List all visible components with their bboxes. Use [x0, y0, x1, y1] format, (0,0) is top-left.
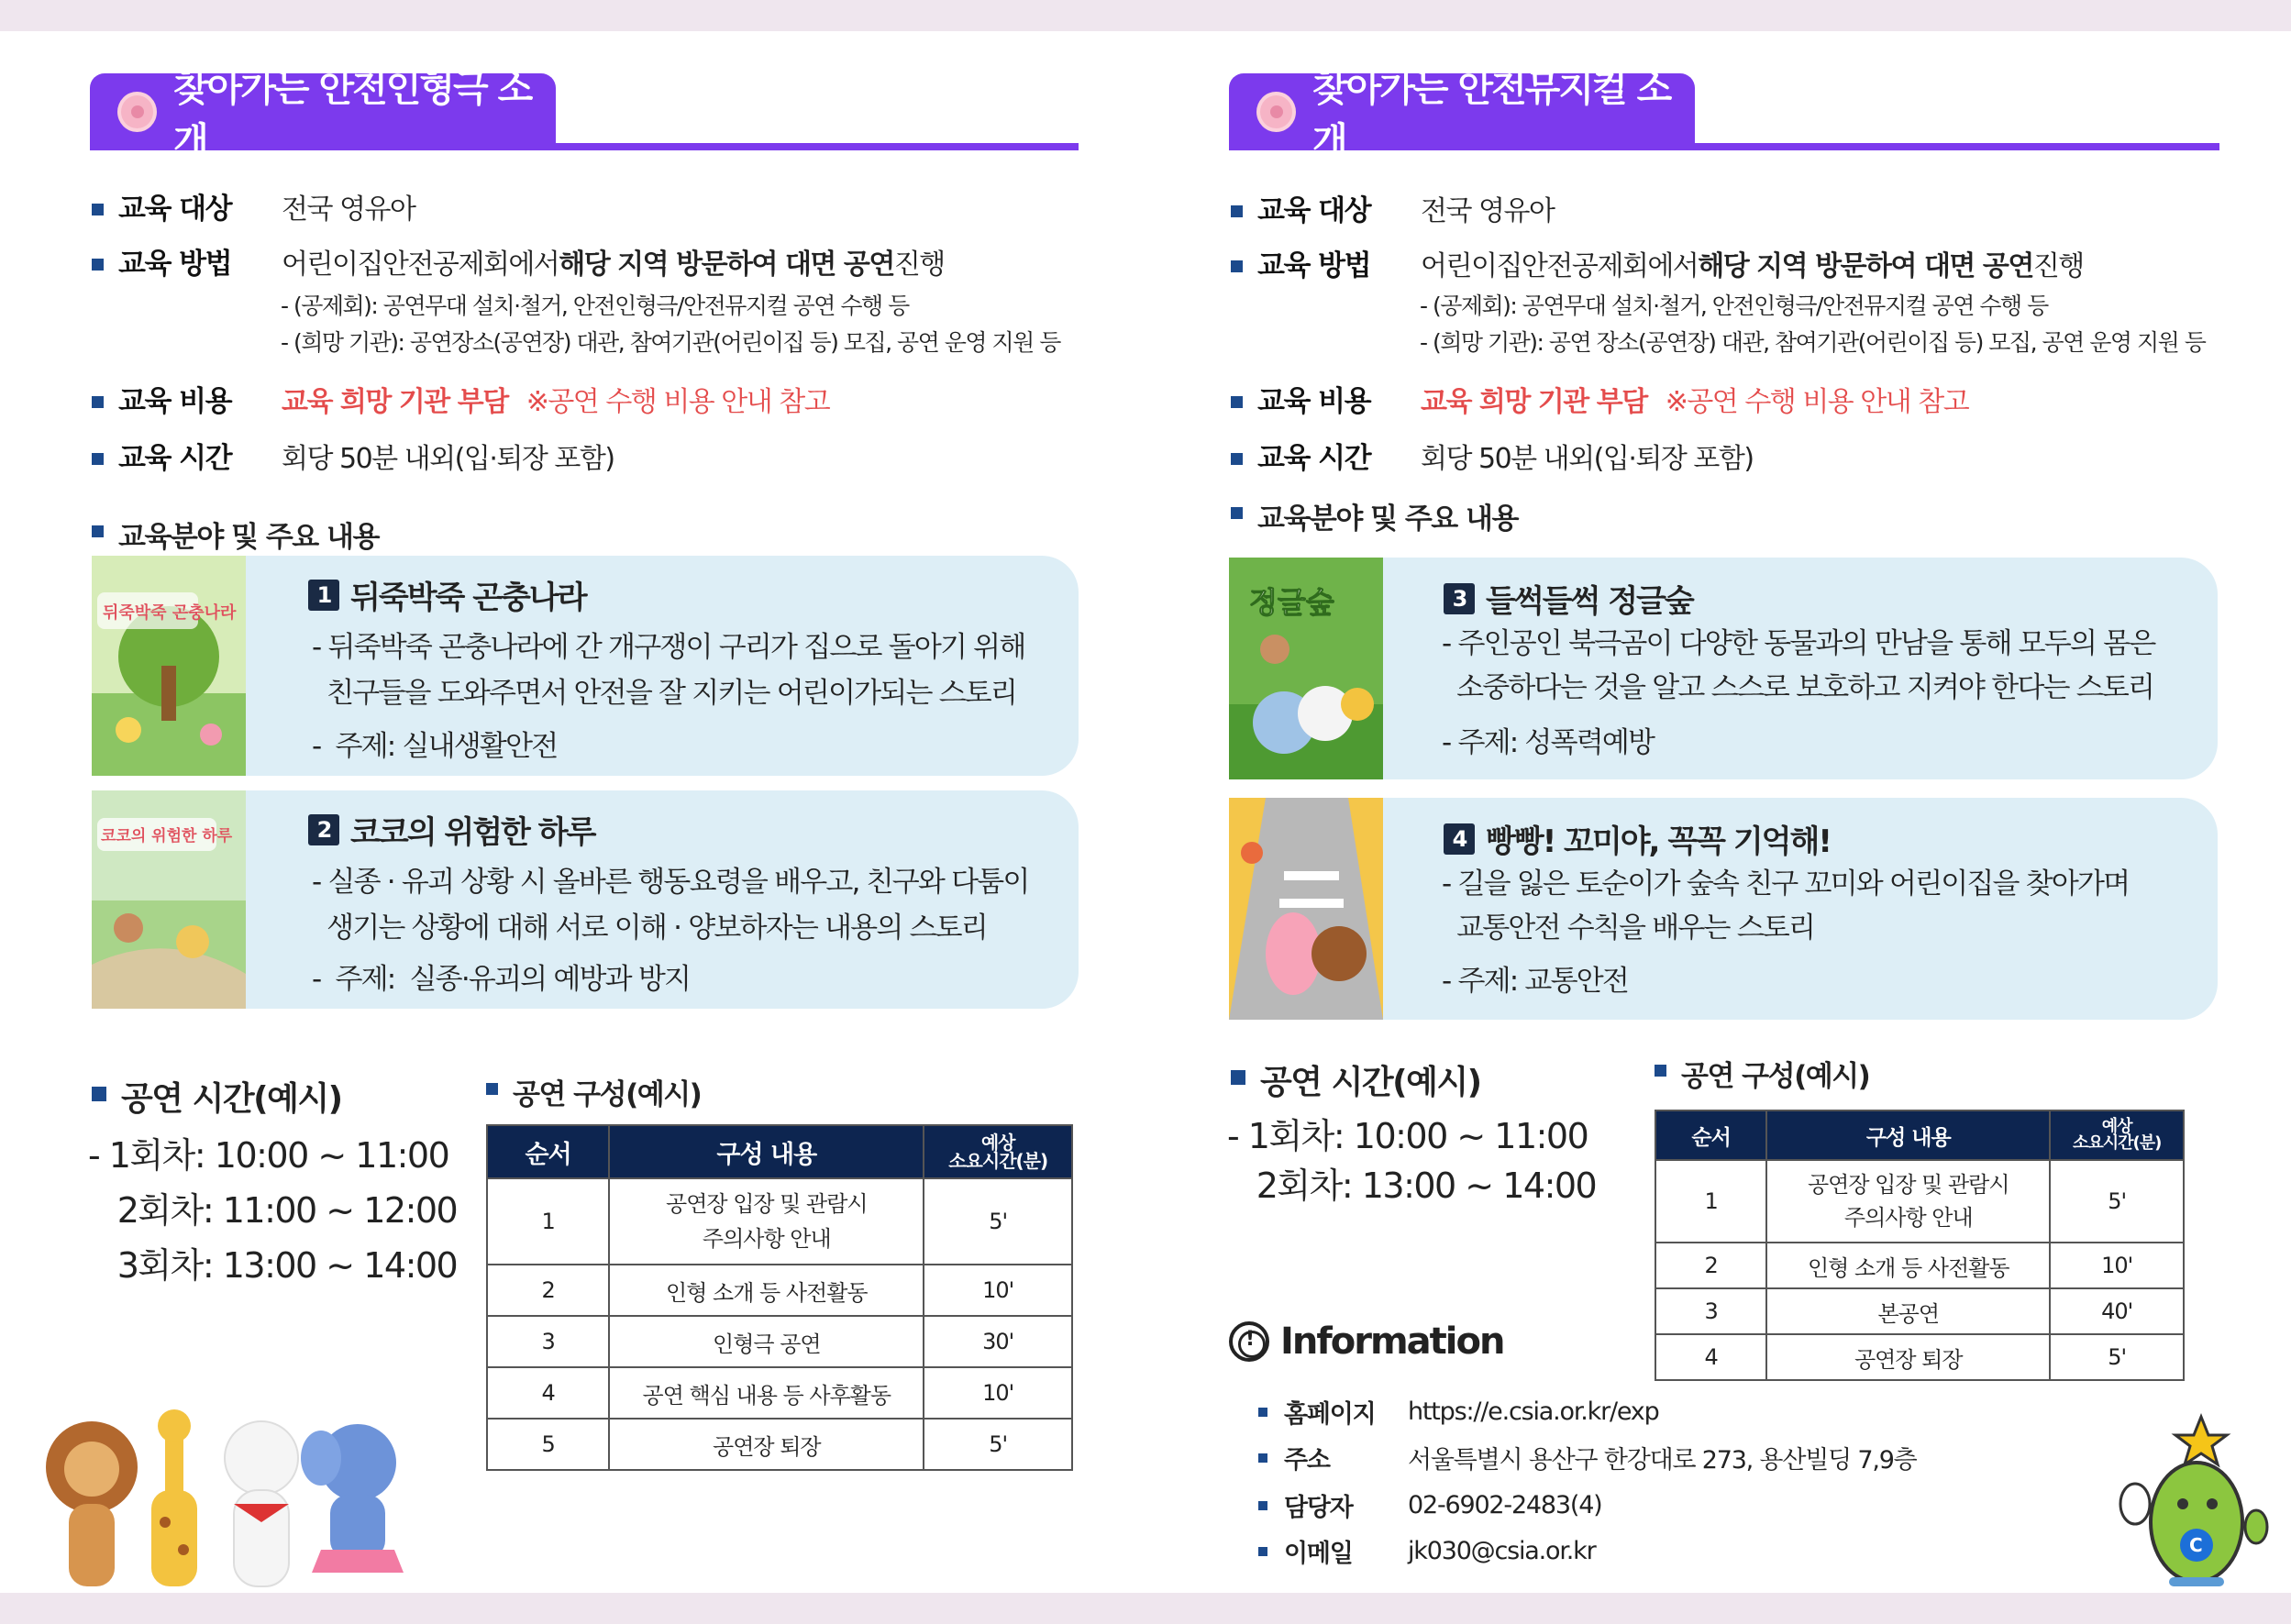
row-label: 교육 비용	[118, 385, 232, 418]
row-value: 전국 영유아	[282, 193, 415, 226]
number-badge: 2	[308, 814, 339, 845]
card-title-text: 뒤죽박죽 곤충나라	[350, 580, 586, 616]
info-contact	[1258, 1487, 1602, 1523]
card-thumbnail	[92, 556, 246, 776]
right-row-time	[1231, 435, 1754, 476]
info-address	[1258, 1440, 1917, 1475]
sched-title-text: 공연 시간(예시)	[121, 1080, 342, 1118]
card-title-text: 들썩들썩 정글숲	[1486, 583, 1693, 620]
bullet-icon	[1258, 1501, 1267, 1510]
right-header-tab	[1229, 68, 1695, 162]
right-section-label	[1231, 495, 1518, 536]
cell: 1	[487, 1178, 609, 1265]
bullet-icon	[92, 259, 104, 271]
number-badge: 3	[1444, 583, 1475, 614]
row-label: 교육 비용	[1257, 385, 1371, 418]
cell: 공연장 입장 및 관람시 주의사항 안내	[1766, 1160, 2050, 1243]
top-band	[0, 0, 2291, 31]
row-label: 교육 방법	[118, 248, 232, 281]
section-text: 교육분야 및 주요 내용	[1257, 503, 1518, 536]
card-topic: - 주제: 실종·유괴의 예방과 방지	[312, 963, 691, 996]
left-schedule: - 1회차: 10:00 ~ 11:00 2회차: 11:00 ~ 12:00 3회차: 13:00 ~ 14:00	[88, 1135, 458, 1286]
method-sub1: - (공제회): 공연무대 설치·철거, 안전인형극/안전뮤지컬 공연 수행 등	[281, 293, 909, 319]
card-title-text: 빵빵! 꼬미야, 꼭꼭 기억해!	[1486, 823, 1831, 860]
th-time: 예상 소요시간(분)	[924, 1125, 1072, 1178]
cell: 10'	[2050, 1243, 2184, 1288]
card-title	[1444, 816, 1831, 861]
bullet-icon	[1258, 1547, 1267, 1556]
info-label: 담당자	[1284, 1494, 1353, 1522]
bullet-icon	[1655, 1065, 1666, 1077]
th-content: 구성 내용	[1766, 1110, 2050, 1160]
table-row	[1655, 1243, 2184, 1288]
info-email	[1258, 1533, 1595, 1569]
bullet-icon	[92, 396, 104, 408]
section-text: 교육분야 및 주요 내용	[118, 521, 379, 554]
row-value: 전국 영유아	[1421, 195, 1555, 227]
card-title	[1444, 576, 1693, 621]
bullet-icon	[1231, 453, 1243, 465]
bottom-band	[0, 1593, 2291, 1624]
th-time: 예상 소요시간(분)	[2050, 1110, 2184, 1160]
left-table-title	[486, 1071, 701, 1112]
card-line-2: 교통안전 수칙을 배우는 스토리	[1442, 911, 1815, 945]
cell: 공연장 입장 및 관람시 주의사항 안내	[609, 1178, 924, 1265]
bullet-icon	[92, 453, 104, 465]
address-text: 서울특별시 용산구 한강대로 273, 용산빌딩 7,9층	[1408, 1446, 1917, 1475]
bullet-icon	[486, 1083, 498, 1095]
card-title-text: 코코의 위험한 하루	[350, 814, 595, 851]
poster-image	[92, 790, 246, 1009]
right-table-title	[1655, 1053, 1869, 1094]
right-title: 찾아가는 안전뮤지컬 소개	[1312, 68, 1671, 162]
flower-icon	[117, 92, 157, 132]
th-order: 순서	[1655, 1110, 1766, 1160]
table-title-text: 공연 구성(예시)	[1681, 1060, 1870, 1093]
card-4	[1229, 798, 2218, 1020]
card-thumbnail	[1229, 798, 1383, 1020]
row-value: 회당 50분 내외(입·퇴장 포함)	[1421, 443, 1754, 475]
card-thumbnail	[92, 790, 246, 1009]
left-row-cost	[92, 378, 829, 419]
cell: 인형 소개 등 사전활동	[1766, 1243, 2050, 1288]
left-row-time	[92, 435, 614, 476]
card-thumbnail	[1229, 558, 1383, 779]
cell: 5'	[2050, 1160, 2184, 1243]
homepage-link[interactable]: https://e.csia.or.kr/exp	[1408, 1398, 1659, 1426]
method-sub2: - (희망 기관): 공연 장소(공연장) 대관, 참여기관(어린이집 등) 모집, 공연 운영 지원 등	[1420, 329, 2206, 356]
bullet-icon	[1231, 396, 1243, 408]
bullet-icon	[1258, 1408, 1267, 1417]
row-label: 교육 방법	[1257, 249, 1371, 282]
thumb-title: 코코의 위험한 하루	[101, 827, 233, 845]
row-value-post: 진행	[893, 249, 945, 281]
card-line-1: - 뒤죽박죽 곤충나라에 간 개구쟁이 구리가 집으로 돌아기 위해	[312, 631, 1025, 664]
row-value-note: ※공연 수행 비용 안내 참고	[526, 386, 830, 418]
cell: 인형극 공연	[609, 1316, 924, 1367]
cell: 5'	[2050, 1334, 2184, 1380]
card-title	[308, 572, 586, 617]
cell: 인형 소개 등 사전활동	[609, 1265, 924, 1316]
card-line-2: 친구들을 도와주면서 안전을 잘 지키는 어린이가되는 스토리	[312, 677, 1017, 710]
right-schedule: - 1회차: 10:00 ~ 11:00 2회차: 13:00 ~ 14:00	[1227, 1116, 1597, 1206]
table-row	[1655, 1288, 2184, 1334]
cell: 10'	[924, 1265, 1072, 1316]
row-label: 교육 시간	[118, 442, 232, 475]
th-order: 순서	[487, 1125, 609, 1178]
row-value-note: ※공연 수행 비용 안내 참고	[1665, 386, 1969, 418]
bullet-icon	[92, 1087, 106, 1101]
left-sched-title	[92, 1073, 342, 1120]
row-value-bold: 해당 지역 방문하여 대면 공연	[559, 249, 894, 281]
left-section-header	[90, 68, 1079, 162]
flower-icon	[1256, 92, 1296, 132]
table-row	[487, 1367, 1072, 1419]
bullet-icon	[1231, 205, 1243, 217]
info-title-text: Information	[1280, 1320, 1504, 1363]
bullet-icon	[92, 525, 104, 537]
card-topic: - 주제: 교통안전	[1442, 965, 1629, 998]
svg-text:C: C	[2189, 1534, 2203, 1556]
cell: 5'	[924, 1178, 1072, 1265]
right-sched-title	[1231, 1056, 1481, 1103]
table-row	[487, 1265, 1072, 1316]
bullet-icon	[92, 204, 104, 215]
card-line-1: - 실종 · 유괴 상황 시 올바른 행동요령을 배우고, 친구와 다툼이	[312, 866, 1029, 899]
info-homepage	[1258, 1394, 1659, 1430]
method-sub2: - (희망 기관): 공연장소(공연장) 대관, 참여기관(어린이집 등) 모집, 공연 운영 지원 등	[281, 329, 1060, 356]
row-value-post: 진행	[2032, 250, 2084, 282]
row-value-bold: 해당 지역 방문하여 대면 공연	[1698, 250, 2033, 282]
card-2	[92, 790, 1079, 1009]
cell: 4	[1655, 1334, 1766, 1380]
cell: 공연장 퇴장	[609, 1419, 924, 1470]
table-row	[1655, 1160, 2184, 1243]
cell: 공연 핵심 내용 등 사후활동	[609, 1367, 924, 1419]
left-row-target	[92, 185, 415, 226]
cell: 3	[1655, 1288, 1766, 1334]
row-label: 교육 대상	[1257, 194, 1371, 227]
table-title-text: 공연 구성(예시)	[513, 1078, 702, 1111]
row-value-red: 교육 희망 기관 부담	[282, 386, 508, 418]
card-topic: - 주제: 실내생활안전	[312, 730, 558, 763]
card-line-1: - 길을 잃은 토순이가 숲속 친구 꼬미와 어린이집을 찾아가며	[1442, 867, 2130, 900]
cell: 40'	[2050, 1288, 2184, 1334]
left-section-label	[92, 514, 379, 555]
bullet-icon	[1231, 260, 1243, 272]
cell: 2	[487, 1265, 609, 1316]
card-line-1: - 주인공인 북극곰이 다양한 동물과의 만남을 통해 모두의 몸은	[1442, 627, 2155, 660]
right-row-cost	[1231, 378, 1968, 419]
row-value-red: 교육 희망 기관 부담	[1421, 386, 1647, 418]
cell: 5'	[924, 1419, 1072, 1470]
cell: 10'	[924, 1367, 1072, 1419]
cell: 공연장 퇴장	[1766, 1334, 2050, 1380]
row-value-pre: 어린이집안전공제회에서	[1421, 250, 1699, 282]
card-title	[308, 807, 594, 852]
bullet-icon	[1258, 1453, 1267, 1463]
left-table	[486, 1124, 1073, 1471]
sched-title-text: 공연 시간(예시)	[1260, 1064, 1481, 1101]
method-sub1: - (공제회): 공연무대 설치·철거, 안전인형극/안전뮤지컬 공연 수행 등	[1420, 293, 2048, 319]
card-line-2: 소중하다는 것을 알고 스스로 보호하고 지켜야 한다는 스토리	[1442, 671, 2154, 704]
information-title	[1229, 1320, 1503, 1363]
card-line-2: 생기는 상황에 대해 서로 이해 · 양보하자는 내용의 스토리	[312, 911, 987, 945]
left-row-method	[92, 240, 945, 282]
right-row-method	[1231, 242, 2084, 283]
row-value-pre: 어린이집안전공제회에서	[282, 249, 559, 281]
card-3	[1229, 558, 2218, 779]
right-row-target	[1231, 187, 1554, 228]
cell: 4	[487, 1367, 609, 1419]
cell: 30'	[924, 1316, 1072, 1367]
mascot-logo-character	[2109, 1412, 2274, 1591]
email-link[interactable]: jk030@csia.or.kr	[1408, 1537, 1596, 1565]
number-badge: 4	[1444, 823, 1475, 855]
row-label: 교육 시간	[1257, 442, 1371, 475]
thumb-title: 정글숲	[1249, 585, 1334, 620]
row-value: 회당 50분 내외(입·퇴장 포함)	[282, 443, 614, 475]
poster-image	[1229, 558, 1383, 779]
info-icon	[1229, 1321, 1269, 1362]
cell: 3	[487, 1316, 609, 1367]
poster-image	[1229, 798, 1383, 1020]
row-label: 교육 대상	[118, 193, 232, 226]
cell: 2	[1655, 1243, 1766, 1288]
cell: 5	[487, 1419, 609, 1470]
info-label: 홈페이지	[1284, 1400, 1376, 1429]
left-title: 찾아가는 안전인형극 소개	[172, 68, 532, 162]
th-content: 구성 내용	[609, 1125, 924, 1178]
table-row	[1655, 1334, 2184, 1380]
bullet-icon	[1231, 1070, 1245, 1085]
bullet-icon	[1231, 507, 1243, 519]
number-badge: 1	[308, 580, 339, 611]
info-label: 주소	[1284, 1446, 1330, 1475]
table-header-row	[487, 1125, 1072, 1178]
right-section-header	[1229, 68, 2219, 162]
thumb-title: 뒤죽박죽 곤충나라	[103, 603, 237, 623]
table-header-row	[1655, 1110, 2184, 1160]
cell: 본공연	[1766, 1288, 2050, 1334]
poster-image	[92, 556, 246, 776]
table-row	[487, 1316, 1072, 1367]
info-label: 이메일	[1284, 1540, 1353, 1568]
left-header-tab	[90, 68, 556, 162]
right-table	[1655, 1110, 2185, 1381]
table-row	[487, 1178, 1072, 1265]
table-row	[487, 1419, 1072, 1470]
mascot-characters-image	[28, 1403, 431, 1596]
card-1	[92, 556, 1079, 776]
card-topic: - 주제: 성폭력예방	[1442, 726, 1655, 759]
cell: 1	[1655, 1160, 1766, 1243]
phone-text: 02-6902-2483(4)	[1408, 1491, 1602, 1519]
